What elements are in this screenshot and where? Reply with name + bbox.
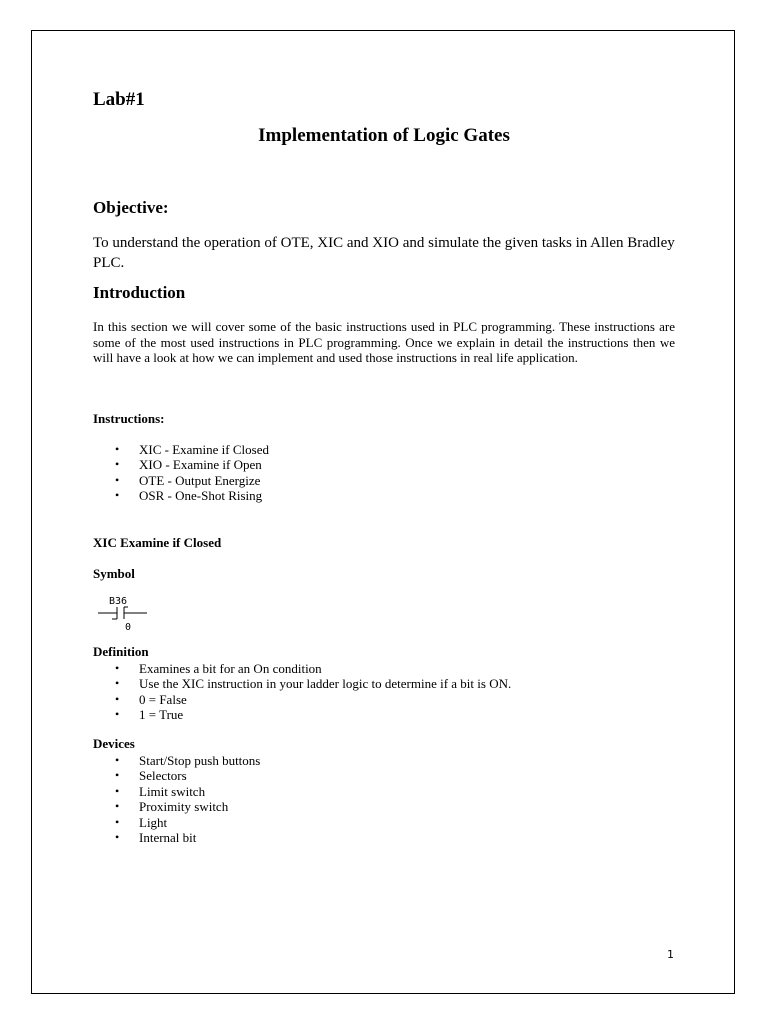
- page-border: [31, 30, 735, 994]
- list-item: • Use the XIC instruction in your ladder logic to determine if a bit is ON.: [115, 676, 511, 691]
- devices-list: [115, 753, 260, 845]
- list-item: • XIO - Examine if Open: [115, 457, 269, 472]
- definition-list: [115, 661, 511, 723]
- page-number: 1: [667, 948, 674, 961]
- list-item: • Examines a bit for an On condition: [115, 661, 511, 676]
- introduction-text: In this section we will cover some of the basic instructions used in PLC programming. These instructions are some of the most used instructions in PLC programming. Once we explain in detail the instructions then we will have a look at how we can implement and used those instructions in real life application.: [93, 319, 675, 365]
- list-item: • 0 = False: [115, 692, 511, 707]
- list-item: • Internal bit: [115, 830, 260, 845]
- list-item: • XIC - Examine if Closed: [115, 442, 269, 457]
- objective-heading: Objective:: [93, 198, 169, 217]
- list-item: • Selectors: [115, 768, 260, 783]
- list-item: • Proximity switch: [115, 799, 260, 814]
- list-item: • Limit switch: [115, 784, 260, 799]
- objective-text: To understand the operation of OTE, XIC and XIO and simulate the given tasks in Allen Bradley PLC.: [93, 235, 675, 271]
- xic-contact-icon: [95, 592, 151, 634]
- list-item: • Start/Stop push buttons: [115, 753, 260, 768]
- lab-title: Lab#1: [93, 89, 145, 110]
- devices-heading: Devices: [93, 736, 135, 751]
- introduction-heading: Introduction: [93, 283, 186, 302]
- symbol-address: B36: [109, 596, 128, 607]
- list-item: • OTE - Output Energize: [115, 473, 269, 488]
- list-item: • OSR - One-Shot Rising: [115, 488, 269, 503]
- instructions-list: [115, 442, 269, 504]
- list-item: • Light: [115, 815, 260, 830]
- symbol-heading: Symbol: [93, 566, 135, 581]
- list-item: • 1 = True: [115, 707, 511, 722]
- definition-heading: Definition: [93, 644, 149, 659]
- xic-heading: XIC Examine if Closed: [93, 535, 222, 550]
- instructions-heading: Instructions:: [93, 411, 165, 426]
- main-title: Implementation of Logic Gates: [258, 125, 510, 146]
- symbol-bit: 0: [125, 622, 132, 633]
